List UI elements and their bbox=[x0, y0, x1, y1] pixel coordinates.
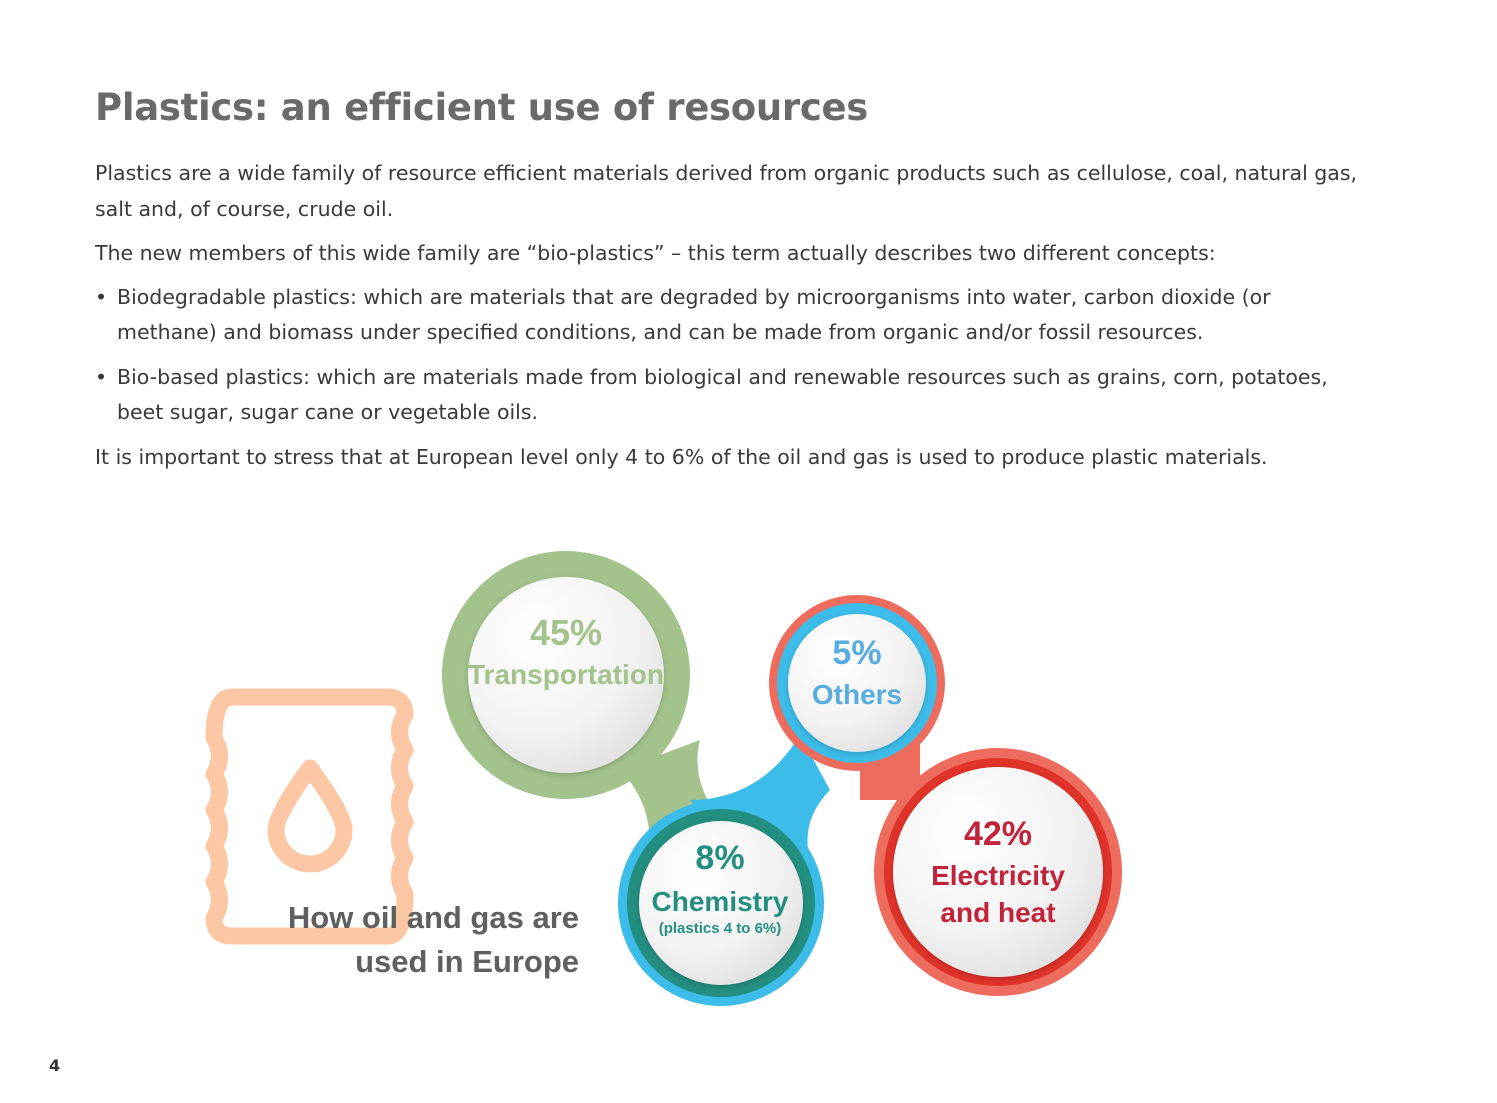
transportation-percent: 45% bbox=[529, 612, 603, 653]
electricity-label-2: and heat bbox=[940, 897, 1056, 928]
segment-others bbox=[769, 595, 945, 771]
page-number: 4 bbox=[49, 1056, 61, 1075]
list-item: • Bio-based plastics: which are materials made from biological and renewable resources such as grains, corn, potatoes, beet sugar, sugar cane or vegetable oils. bbox=[95, 360, 1365, 430]
chemistry-percent: 8% bbox=[695, 839, 745, 877]
others-percent: 5% bbox=[832, 634, 882, 672]
page-title: Plastics: an efficient use of resources bbox=[95, 86, 869, 129]
bioplastics-paragraph: The new members of this wide family are “bio-plastics” – this term actually describes two different concepts: bbox=[95, 241, 1216, 265]
others-label: Others bbox=[811, 679, 903, 710]
transportation-label: Transportation bbox=[467, 659, 665, 690]
list-item: • Biodegradable plastics: which are materials that are degraded by microorganisms into water, carbon dioxide (or methane) and biomass under specified conditions, and can be made from organic and/or fossil resources. bbox=[95, 280, 1365, 350]
segment-electricity bbox=[874, 748, 1122, 996]
infographic-caption-line1: How oil and gas are bbox=[287, 900, 579, 935]
chemistry-sublabel: (plastics 4 to 6%) bbox=[658, 920, 782, 937]
oil-gas-infographic bbox=[0, 520, 1497, 1040]
electricity-percent: 42% bbox=[963, 815, 1033, 853]
segment-transportation bbox=[442, 551, 690, 799]
electricity-label: Electricity bbox=[931, 860, 1065, 891]
segment-chemistry bbox=[618, 800, 824, 1006]
intro-paragraph: Plastics are a wide family of resource efficient materials derived from organic products such as cellulose, coal, natural gas, salt and, of course, crude oil. bbox=[95, 161, 1358, 221]
chemistry-label: Chemistry bbox=[651, 886, 789, 917]
closing-paragraph: It is important to stress that at European level only 4 to 6% of the oil and gas is used to produce plastic materials. bbox=[95, 445, 1268, 469]
bioplastics-list bbox=[95, 280, 1365, 440]
infographic-caption-line2: used in Europe bbox=[355, 944, 579, 979]
